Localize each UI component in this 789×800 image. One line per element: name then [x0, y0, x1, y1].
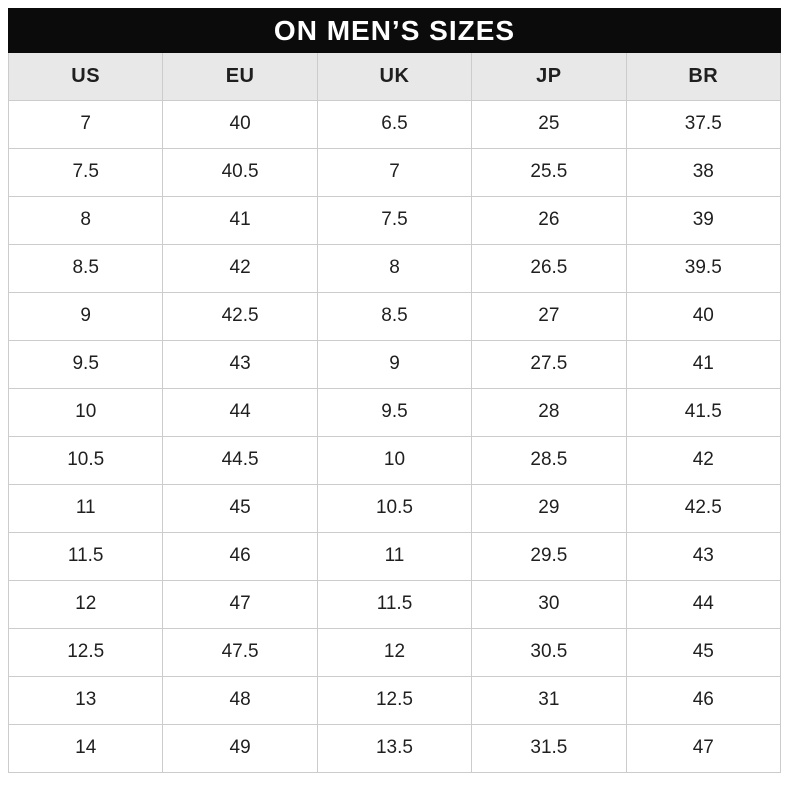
- size-cell: 42: [626, 436, 780, 484]
- column-header-eu: EU: [163, 53, 317, 100]
- size-cell: 12.5: [9, 628, 163, 676]
- size-cell: 14: [9, 724, 163, 772]
- table-row: [9, 148, 781, 196]
- size-cell: 46: [163, 532, 317, 580]
- table-row: [9, 388, 781, 436]
- table-row: [9, 484, 781, 532]
- size-cell: 30: [472, 580, 626, 628]
- size-cell: 49: [163, 724, 317, 772]
- size-cell: 7: [9, 100, 163, 148]
- table-row: [9, 100, 781, 148]
- size-cell: 26.5: [472, 244, 626, 292]
- size-cell: 10.5: [9, 436, 163, 484]
- size-table-header: [9, 53, 781, 100]
- size-cell: 38: [626, 148, 780, 196]
- size-cell: 47.5: [163, 628, 317, 676]
- size-cell: 45: [163, 484, 317, 532]
- size-cell: 8.5: [9, 244, 163, 292]
- size-cell: 12.5: [317, 676, 471, 724]
- table-row: [9, 628, 781, 676]
- size-cell: 9: [9, 292, 163, 340]
- size-cell: 10: [317, 436, 471, 484]
- size-cell: 47: [163, 580, 317, 628]
- size-cell: 27.5: [472, 340, 626, 388]
- size-table: [8, 53, 781, 773]
- size-cell: 8.5: [317, 292, 471, 340]
- size-cell: 11.5: [9, 532, 163, 580]
- size-cell: 11: [317, 532, 471, 580]
- size-cell: 25.5: [472, 148, 626, 196]
- size-cell: 30.5: [472, 628, 626, 676]
- table-row: [9, 580, 781, 628]
- size-cell: 27: [472, 292, 626, 340]
- column-header-br: BR: [626, 53, 780, 100]
- size-cell: 44.5: [163, 436, 317, 484]
- size-cell: 9.5: [9, 340, 163, 388]
- size-cell: 13: [9, 676, 163, 724]
- table-row: [9, 244, 781, 292]
- size-cell: 40: [163, 100, 317, 148]
- size-cell: 47: [626, 724, 780, 772]
- size-cell: 7: [317, 148, 471, 196]
- size-cell: 43: [163, 340, 317, 388]
- table-row: [9, 532, 781, 580]
- chart-title: ON MEN’S SIZES: [273, 14, 516, 46]
- size-cell: 48: [163, 676, 317, 724]
- table-row: [9, 340, 781, 388]
- size-cell: 31: [472, 676, 626, 724]
- column-header-uk: UK: [317, 53, 471, 100]
- size-cell: 8: [9, 196, 163, 244]
- size-cell: 46: [626, 676, 780, 724]
- size-cell: 41.5: [626, 388, 780, 436]
- size-cell: 10.5: [317, 484, 471, 532]
- table-row: [9, 292, 781, 340]
- size-cell: 11: [9, 484, 163, 532]
- size-cell: 9: [317, 340, 471, 388]
- size-cell: 41: [626, 340, 780, 388]
- table-row: [9, 196, 781, 244]
- column-header-us: US: [9, 53, 163, 100]
- size-table-body: [9, 100, 781, 772]
- size-cell: 13.5: [317, 724, 471, 772]
- size-cell: 11.5: [317, 580, 471, 628]
- size-cell: 44: [626, 580, 780, 628]
- size-cell: 26: [472, 196, 626, 244]
- size-cell: 28: [472, 388, 626, 436]
- size-cell: 10: [9, 388, 163, 436]
- size-cell: 7.5: [317, 196, 471, 244]
- size-cell: 43: [626, 532, 780, 580]
- table-row: [9, 676, 781, 724]
- header-row: [9, 53, 781, 100]
- column-header-jp: JP: [472, 53, 626, 100]
- size-cell: 42: [163, 244, 317, 292]
- size-cell: 40.5: [163, 148, 317, 196]
- size-cell: 39: [626, 196, 780, 244]
- size-cell: 41: [163, 196, 317, 244]
- size-cell: 40: [626, 292, 780, 340]
- size-cell: 9.5: [317, 388, 471, 436]
- chart-title-bar: [8, 8, 781, 53]
- size-cell: 8: [317, 244, 471, 292]
- size-cell: 29: [472, 484, 626, 532]
- size-cell: 39.5: [626, 244, 780, 292]
- size-cell: 37.5: [626, 100, 780, 148]
- size-cell: 42.5: [163, 292, 317, 340]
- size-cell: 42.5: [626, 484, 780, 532]
- size-cell: 25: [472, 100, 626, 148]
- size-cell: 45: [626, 628, 780, 676]
- size-cell: 6.5: [317, 100, 471, 148]
- size-cell: 28.5: [472, 436, 626, 484]
- size-cell: 31.5: [472, 724, 626, 772]
- size-cell: 29.5: [472, 532, 626, 580]
- size-cell: 44: [163, 388, 317, 436]
- size-cell: 12: [317, 628, 471, 676]
- table-row: [9, 724, 781, 772]
- size-cell: 7.5: [9, 148, 163, 196]
- table-row: [9, 436, 781, 484]
- size-cell: 12: [9, 580, 163, 628]
